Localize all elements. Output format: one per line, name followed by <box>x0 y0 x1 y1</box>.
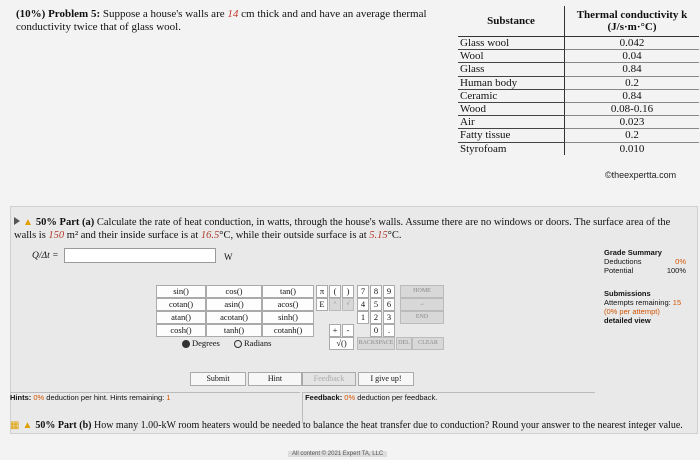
answer-unit: W <box>224 252 233 262</box>
per-attempt: (0% per attempt) <box>604 307 660 316</box>
feedback-pct: 0% <box>344 393 356 402</box>
conductivity-cell: 0.84 <box>565 63 700 76</box>
conductivity-cell: 0.08-0.16 <box>565 102 700 115</box>
problem-statement <box>16 8 436 34</box>
substance-cell: Styrofoam <box>460 142 507 155</box>
table-row <box>458 50 699 63</box>
table-row <box>458 102 699 115</box>
warning-icon: ▲ <box>22 420 33 431</box>
radio-selected-icon <box>182 340 190 348</box>
conductivity-cell: 0.2 <box>565 129 700 142</box>
fn-acos-button[interactable]: acos() <box>262 298 314 311</box>
digit-1-button[interactable]: 1 <box>357 311 369 324</box>
digit-9-button[interactable]: 9 <box>383 285 395 298</box>
table-row <box>458 89 699 102</box>
conductivity-table <box>458 6 699 155</box>
fn-sin-button[interactable]: sin() <box>156 285 206 298</box>
radians-radio[interactable] <box>234 338 271 348</box>
digit-2-button[interactable]: 2 <box>370 311 382 324</box>
header-substance: Substance <box>458 6 565 37</box>
fn-cotanh-button[interactable]: cotanh() <box>262 324 314 337</box>
plus-button[interactable]: + <box>329 324 341 337</box>
attempts-value: 15 <box>672 298 682 307</box>
hint-button[interactable]: Hint <box>248 372 302 386</box>
conductivity-cell: 0.023 <box>565 116 700 129</box>
pi-button[interactable]: π <box>316 285 328 298</box>
table-row <box>458 129 699 142</box>
hints-bar <box>10 392 300 423</box>
radians-label: Radians <box>244 338 272 348</box>
table-row <box>458 76 699 89</box>
substance-cell: Ceramic <box>458 89 565 102</box>
fn-asin-button[interactable]: asin() <box>206 298 262 311</box>
fn-sinh-button[interactable]: sinh() <box>262 311 314 324</box>
digit-5-button[interactable]: 5 <box>370 298 382 311</box>
digit-7-button[interactable]: 7 <box>357 285 369 298</box>
header-conductivity-line1: Thermal conductivity k <box>576 9 688 21</box>
clear-button[interactable]: CLEAR <box>412 337 444 350</box>
part-a-question <box>14 216 690 242</box>
del-button[interactable]: DEL <box>396 337 412 350</box>
detailed-view-link[interactable]: detailed view <box>604 316 651 325</box>
problem-text-after: cm thick and and have an average thermal conductivity twice that of glass wool. <box>16 8 427 33</box>
substance-cell: Glass wool <box>458 37 565 50</box>
rparen-button[interactable]: ) <box>342 285 354 298</box>
feedback-label: Feedback: <box>305 393 343 402</box>
potential-row <box>604 266 686 275</box>
e-button[interactable]: E <box>316 298 328 311</box>
digit-8-button[interactable]: 8 <box>370 285 382 298</box>
grade-title: Grade Summary <box>604 248 662 257</box>
fn-tan-button[interactable]: tan() <box>262 285 314 298</box>
potential-value: 100% <box>666 266 686 275</box>
substance-cell: Wood <box>458 102 565 115</box>
inside-temperature: 16.5 <box>200 230 220 241</box>
table-row <box>458 63 699 76</box>
answer-input[interactable] <box>64 248 216 263</box>
part-a-text3: °C, while their outside surface is at <box>219 230 367 241</box>
part-b-text: How many 1.00-kW room heaters would be needed to balance the heat transfer due to conduction? Round your answer to the nearest integer value. <box>93 420 683 431</box>
header-conductivity-line2: (J/s·m·°C) <box>607 21 657 33</box>
conductivity-cell: 0.04 <box>565 50 700 63</box>
table-credit: ©theexpertta.com <box>605 170 677 180</box>
hints-remaining: 1 <box>166 393 171 402</box>
hints-text: deduction per hint. Hints remaining: <box>46 393 165 402</box>
digit-0-button[interactable]: 0 <box>370 324 382 337</box>
part-a-text2: m² and their inside surface is at <box>66 230 199 241</box>
fn-atan-button[interactable]: atan() <box>156 311 206 324</box>
table-row <box>458 142 699 155</box>
submissions-title: Submissions <box>604 289 651 298</box>
submit-button[interactable]: Submit <box>190 372 246 386</box>
digit-4-button[interactable]: 4 <box>357 298 369 311</box>
substance-cell: Wool <box>458 50 565 63</box>
deductions-label: Deductions <box>604 257 642 266</box>
substance-cell: Glass <box>458 63 565 76</box>
problem-title: Problem 5: <box>48 8 101 20</box>
potential-label: Potential <box>604 266 634 275</box>
give-up-button[interactable]: I give up! <box>358 372 414 386</box>
fn-cos-button[interactable]: cos() <box>206 285 262 298</box>
end-button[interactable]: END <box>400 311 444 324</box>
lparen-button[interactable]: ( <box>329 285 341 298</box>
deductions-row <box>604 257 686 266</box>
feedback-text: deduction per feedback. <box>357 393 438 402</box>
header-conductivity <box>565 6 700 37</box>
hints-label: Hints: <box>10 393 32 402</box>
fn-cotan-button[interactable]: cotan() <box>156 298 206 311</box>
wall-area: 150 <box>48 230 65 241</box>
digit-3-button[interactable]: 3 <box>383 311 395 324</box>
right-arrow-button[interactable]: → <box>400 298 444 311</box>
table-row <box>458 37 699 50</box>
fn-tanh-button[interactable]: tanh() <box>206 324 262 337</box>
table-row <box>458 116 699 129</box>
power-button[interactable]: ^ <box>329 298 341 311</box>
part-a-label: 50% Part (a) <box>35 217 95 228</box>
warning-icon: ▲ <box>23 217 33 228</box>
part-b-question[interactable] <box>10 420 696 432</box>
conductivity-cell: 0.2 <box>565 76 700 89</box>
fn-acotan-button[interactable]: acotan() <box>206 311 262 324</box>
degrees-radio[interactable] <box>182 338 220 348</box>
substance-cell: Fatty tissue <box>458 129 565 142</box>
home-button[interactable]: HOME <box>400 285 444 298</box>
part-a-text4: °C. <box>387 230 402 241</box>
answer-label: Q/Δt = <box>32 251 59 261</box>
digit-6-button[interactable]: 6 <box>383 298 395 311</box>
attempts-label: Attempts remaining: <box>604 298 671 307</box>
backspace-button[interactable]: BACKSPACE <box>357 337 395 350</box>
problem-points: (10%) <box>16 8 46 20</box>
fn-cosh-button[interactable]: cosh() <box>156 324 206 337</box>
conductivity-cell: 0.010 <box>565 142 700 155</box>
outside-temperature: 5.15 <box>369 230 388 241</box>
expand-triangle-icon[interactable] <box>14 217 20 225</box>
decimal-button[interactable]: . <box>383 324 395 337</box>
conductivity-cell: 0.042 <box>565 37 700 50</box>
minus-button[interactable]: - <box>342 324 354 337</box>
problem-text-before: Suppose a house's walls are <box>102 8 225 20</box>
wall-thickness: 14 <box>227 8 239 20</box>
feedback-button[interactable]: Feedback <box>302 372 356 386</box>
hints-pct: 0% <box>33 393 45 402</box>
deductions-value: 0% <box>675 257 686 266</box>
copyright-footer: All content © 2021 Expert TA, LLC <box>288 451 387 457</box>
radio-empty-icon <box>234 340 242 348</box>
calculator <box>156 285 456 355</box>
part-b-label: 50% Part (b) <box>35 420 92 431</box>
part-b-icon: ▦ <box>10 420 20 431</box>
feedback-bar <box>302 392 595 423</box>
substance-cell: Human body <box>458 76 565 89</box>
substance-cell: Air <box>458 116 565 129</box>
degrees-label: Degrees <box>192 338 220 348</box>
conductivity-cell: 0.84 <box>565 89 700 102</box>
part-a-text1: Calculate the rate of heat conduction, in watts, through the house's walls. Assume there are no windows or doors. The surface area of the walls is <box>14 217 671 241</box>
sqrt-button[interactable]: √() <box>329 337 354 350</box>
grade-summary <box>604 248 686 325</box>
root-button[interactable]: √ <box>342 298 354 311</box>
